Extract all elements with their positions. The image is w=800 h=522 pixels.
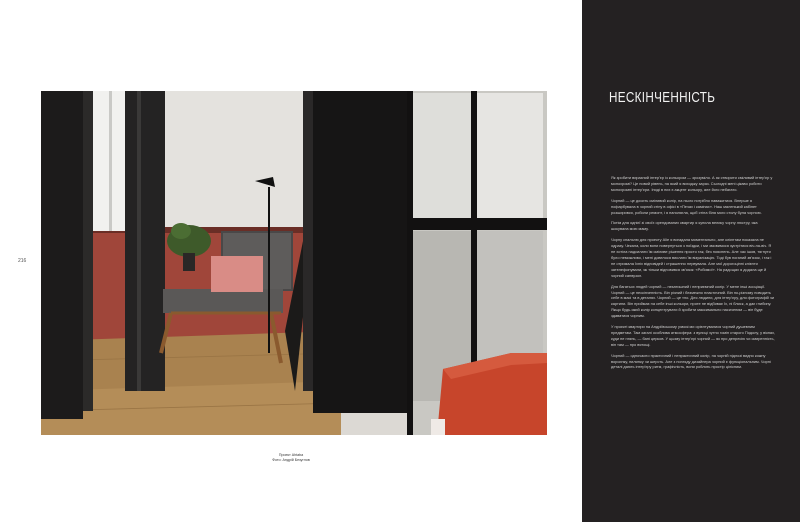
caption-photo-credit: Фото: Андрій Безуглов xyxy=(272,458,310,462)
paragraph: Чорну спальню для проекту Alie я вигадала моментально, але клієнтам показала не одразу. Чекала, коли вони повернуться з поїздки, і ми змовимося зустрітися віч-на-віч. Я не хотіла надсилати їм сміливе рішення просто так, без пояснень. Але час ішов, тягнути було неможливо, і мені довелося вислати їм візуалізацію. Тоді був поганий зв'язок, і так і не отримала їхніх відповідей і страшенно нервувала. Але мої дорогоцінні клієнти зателефонували, як тільки відновився зв'язок: «Робимо!». На радощах я додала ще й чорний санвузол. xyxy=(611,237,772,278)
paragraph: Для багатьох людей чорний — незатишний і неприємний колір. У мене інші асоціації. Чорний — це нескінченність. Він різний і безмежно пластичний. Він по-різному поводить себе в масі та в деталях. Чорний — це тло. Для людини, для інтер'єру, для фотографій чи картини. Він приймає на себе інші кольори, проте не відбиває їх, ні блиск, а дає глибину. Якщо будь-який колір концентрувати й зробити максимально насиченим — він буде здаватися чорним. xyxy=(611,283,775,319)
paragraph: Чорний — одночасно практичний і непрактичний колір, на чорній підлозі видно кожну ворсинку, пилинку чи шерсть. Але з погляду дизайнера чорний є функціональним. Чорні деталі дають інтер'єру ритм, графічність, вони роблять простір цілісним. xyxy=(611,352,771,370)
chapter-heading: НЕСКІНЧЕННІСТЬ xyxy=(609,89,716,106)
interior-photo xyxy=(41,91,547,435)
photo-caption xyxy=(0,453,582,463)
page-number: 216 xyxy=(18,258,27,264)
caption-project: Проект Ahtaba xyxy=(278,453,304,457)
body-text xyxy=(611,175,776,375)
paragraph: Потім для однієї зі своїх орендованих квартир я купила велику чорну люстру, яка шокувала мою маму. xyxy=(611,220,758,232)
photo-illustration xyxy=(41,91,547,435)
paragraph: Як зробити виразний інтер'єр із кольором — зрозуміло. А як створити сміливий інтер'єр у монохромі? Це новий рівень, на який я виходжу зараз. Сьогодні мені цікаво робити монохромні інтер'єри. Іноді в них є акцент кольору, але його небагато. xyxy=(611,175,773,192)
paragraph: Чорний — це досить сміливий колір, на нього потрібно наважитися. Вперше я пофарбувала в чорний стіну в офісі в «Печах і камінах». Наш маленький кабінет розширився, робили ремонт, і я наполягла, щоб стіна біля мого столу була чорною. xyxy=(611,197,762,215)
paragraph: У проєкті квартири на Андріївському узвозі ми орієнтувалися чорний душевним предметам. Там загалі особлива атмосфера: з вулиці чутно гомін старого Подолу, у вікнах, куди не глянь, — бані церков. У цьому інтер'єрі чорний — як про депресію чи смиренність, він там — про вятощі. xyxy=(611,324,776,347)
